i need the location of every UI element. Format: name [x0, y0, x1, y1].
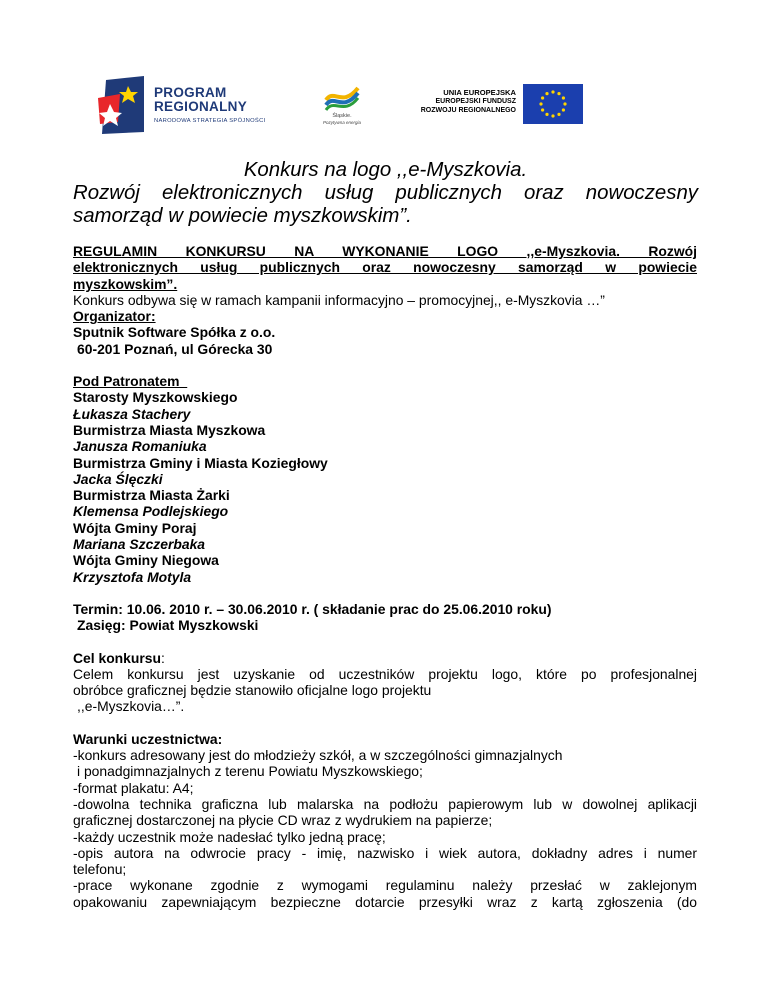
conditions-label: Warunki uczestnictwa:: [73, 730, 223, 747]
condition-line: -każdy uczestnik może nadesłać tylko jedną pracę;: [73, 828, 386, 845]
goal-text-line: Celem konkursu jest uzyskanie od uczestników projektu logo, które po profesjonalnej: [73, 665, 697, 682]
condition-line: graficznej dostarczonej na płycie CD wraz z wydrukiem na papierze;: [73, 812, 493, 829]
patron-line: Klemensa Podlejskiego: [73, 503, 229, 520]
term-line: Termin: 10.06. 2010 r. – 30.06.2010 r. ( składanie prac do 25.06.2010 roku): [73, 600, 552, 617]
goal-text-line: ,,e-Myszkovia…”.: [77, 698, 185, 715]
program-subtitle: NARODOWA STRATEGIA SPÓJNOŚCI: [154, 118, 266, 124]
eu-flag-icon: [523, 84, 583, 124]
slaskie-name: Śląskie.: [332, 113, 352, 119]
logo-bar: [0, 70, 768, 140]
condition-line: telefonu;: [73, 861, 127, 878]
patron-line: Mariana Szczerbaka: [73, 536, 206, 553]
slaskie-motto: Pozytywna energia: [322, 120, 362, 125]
patron-line: Krzysztofa Motyla: [73, 568, 192, 585]
goal-label: Cel konkursu:: [73, 649, 165, 666]
patron-line: Burmistrza Miasta Żarki: [73, 487, 230, 504]
patronage-label: Pod Patronatem: [73, 373, 180, 390]
slaskie-waves-icon: [322, 78, 362, 112]
patron-line: Starosty Myszkowskiego: [73, 389, 238, 406]
program-flag-icon: [98, 76, 146, 134]
condition-line: -prace wykonane zgodnie z wymogami regulaminu należy przesłać w zaklejonym: [73, 877, 697, 894]
condition-line: i ponadgimnazjalnych z terenu Powiatu Myszkowskiego;: [77, 763, 423, 780]
condition-line: opakowaniu zapewniającym bezpieczne dotarcie przesyłki wraz z kartą zgłoszenia (do: [73, 893, 697, 910]
regulamin-heading-line: REGULAMIN KONKURSU NA WYKONANIE LOGO ,,e-Myszkovia. Rozwój: [73, 243, 697, 259]
range-line: Zasięg: Powiat Myszkowski: [77, 617, 259, 634]
patron-line: Wójta Gminy Poraj: [73, 519, 197, 536]
program-text: PROGRAM REGIONALNY: [154, 85, 248, 114]
condition-line: -opis autora na odwrocie pracy - imię, nazwisko i wiek autora, dokładny adres i numer: [73, 844, 697, 861]
patronage-list: [73, 389, 697, 585]
title-line: samorząd w powiecie myszkowskim”.: [73, 205, 412, 227]
regulamin-heading-line: elektronicznych usług publicznych oraz nowoczesny samorząd w powiecie: [73, 259, 697, 276]
patron-line: Wójta Gminy Niegowa: [73, 552, 219, 569]
intro-text: Konkurs odbywa się w ramach kampanii informacyjno – promocyjnej,, e-Myszkovia …”: [73, 291, 605, 308]
conditions-list: [73, 747, 697, 910]
document-title: [73, 159, 698, 228]
condition-line: -dowolna technika graficzna lub malarska na podłożu papierowym lub w dowolnej aplikacji: [73, 795, 697, 812]
organizer-name: Sputnik Software Spółka z o.o.: [73, 324, 276, 341]
condition-line: -format plakatu: A4;: [73, 779, 194, 796]
patron-line: Jacka Ślęczki: [73, 470, 163, 487]
title-line: Rozwój elektronicznych usług publicznych oraz nowoczesny: [73, 182, 698, 204]
condition-line: -konkurs adresowany jest do młodzieży szkół, a w szczególności gimnazjalnych: [73, 747, 563, 764]
patron-line: Burmistrza Gminy i Miasta Koziegłowy: [73, 454, 328, 471]
organizer-label: Organizator:: [73, 308, 156, 325]
program-regionalny-logo: [98, 76, 288, 136]
patron-line: Łukasza Stachery: [73, 405, 191, 422]
goal-text-line: obróbce graficznej będzie stanowiło oficjalne logo projektu: [73, 682, 432, 699]
patron-line: Burmistrza Miasta Myszkowa: [73, 421, 266, 438]
title-line: Konkurs na logo ,,e-Myszkovia.: [243, 159, 528, 181]
organizer-address: 60-201 Poznań, ul Górecka 30: [77, 340, 273, 357]
regulamin-heading-line: myszkowskim”.: [73, 275, 178, 292]
patron-line: Janusza Romaniuka: [73, 438, 207, 455]
document-body: [73, 243, 697, 910]
slaskie-logo: [318, 78, 366, 134]
eu-fund-text: UNIA EUROPEJSKA EUROPEJSKI FUNDUSZ ROZWOJU REGIONALNEGO: [420, 88, 516, 114]
